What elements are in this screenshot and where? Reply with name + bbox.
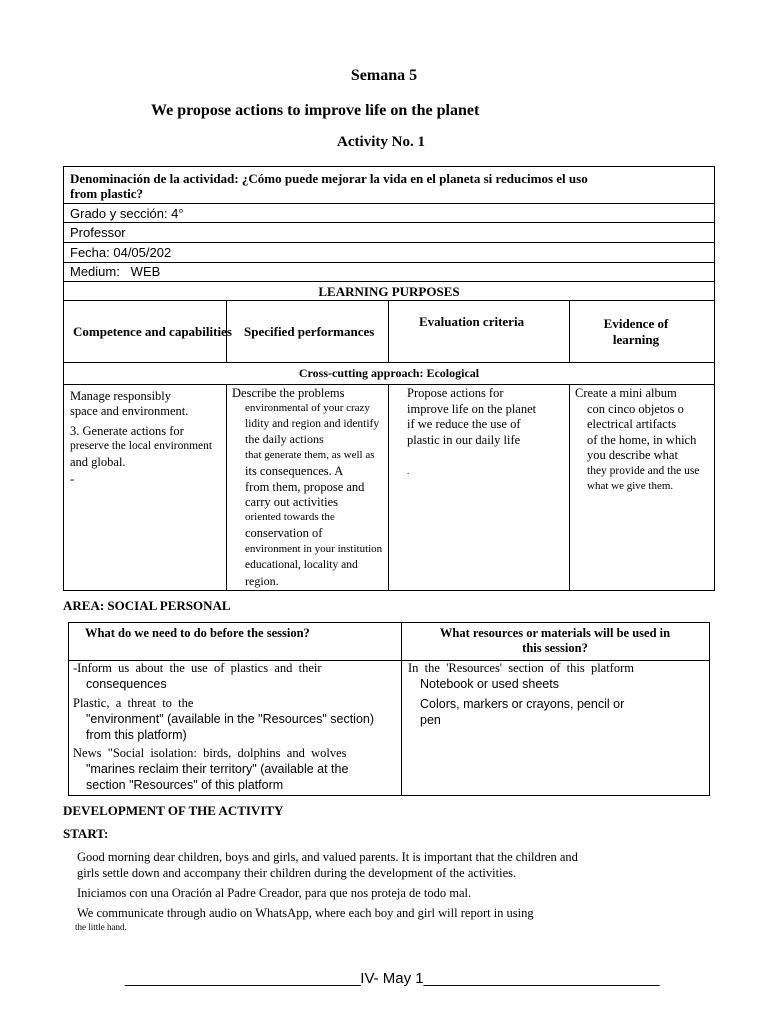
activity-denomination: Denominación de la actividad: ¿Cómo puede mejorar la vida en el planeta si reducimos el uso: [70, 171, 588, 186]
cell-line: .: [407, 466, 410, 476]
criteria-cell: [407, 386, 536, 480]
cell-line: -Inform us about the use of plastics and their: [73, 661, 322, 675]
cell-line: 3. Generate actions for: [70, 424, 184, 438]
cell-line: con cinco objetos o: [587, 402, 684, 416]
list-item-text: Good morning dear children, boys and girls, and valued parents. It is important that the children and: [77, 850, 578, 864]
list-item-text: We communicate through audio on WhatsApp, where each boy and girl will report in using: [77, 906, 534, 920]
cell-line: they provide and the use: [587, 465, 700, 477]
development-item-3: [63, 905, 534, 933]
cell-line: plastic in our daily life: [407, 432, 521, 447]
start-heading: START:: [63, 826, 109, 841]
list-item-line: the little hand.: [75, 922, 127, 932]
evidence-cell: [575, 386, 699, 494]
page-title: We propose actions to improve life on the planet: [151, 102, 480, 119]
cell-line: Create a mini album: [575, 386, 677, 400]
cell-line: what we give them.: [587, 480, 674, 492]
learning-purposes-heading: LEARNING PURPOSES: [318, 284, 460, 299]
cell-line: educational, locality and: [245, 559, 358, 571]
cell-line: from this platform): [86, 728, 187, 742]
cell-line: Plastic, a threat to the: [73, 696, 194, 710]
list-item-text: Iniciamos con una Oración al Padre Creador, para que nos proteja de todo mal.: [77, 886, 472, 900]
cell-line: that generate them, as well as: [245, 449, 375, 461]
activity-number: Activity No. 1: [337, 134, 425, 150]
col-evidence: [575, 316, 697, 348]
cell-line: its consequences. A: [245, 464, 344, 478]
cell-line: of the home, in which: [587, 433, 697, 447]
performances-cell: [232, 386, 382, 589]
col-evaluation-criteria: Evaluation criteria: [419, 314, 525, 329]
cell-line: preserve the local environment: [70, 440, 213, 452]
grade-section: Grado y sección: 4°: [70, 206, 184, 221]
cell-line: Describe the problems: [232, 386, 345, 400]
development-item-2: [63, 885, 471, 901]
bullet-icon: [63, 905, 77, 921]
cell-line: oriented towards the: [245, 511, 335, 523]
cell-line: Propose actions for: [407, 386, 504, 400]
col-evidence-line: learning: [612, 332, 660, 347]
activity-denomination-cont: from plastic?: [70, 186, 144, 201]
cell-line: from them, propose and: [245, 480, 365, 494]
cell-line: carry out activities: [245, 495, 339, 509]
cell-line: News "Social isolation: birds, dolphins and wolves: [73, 746, 347, 760]
footer-rule-left: ______________________________: [125, 970, 361, 987]
cell-line: you describe what: [587, 448, 678, 462]
col-resources-line: this session?: [522, 641, 588, 655]
cell-line: In the 'Resources' section of this platform: [408, 661, 634, 675]
list-item-line: [63, 905, 534, 921]
cell-line: environmental of your crazy: [245, 402, 370, 414]
professor-row: Professor: [70, 225, 126, 240]
cell-line: section "Resources" of this platform: [86, 778, 284, 792]
col-performances: Specified performances: [244, 324, 375, 339]
footer-text: IV- May 1: [360, 970, 424, 987]
col-before-session: What do we need to do before the session?: [85, 626, 310, 640]
list-item-line: [63, 849, 578, 865]
competence-cell: [70, 389, 212, 488]
col-competence: Competence and capabilities: [73, 324, 232, 339]
cell-line: electrical artifacts: [587, 417, 677, 431]
cell-line: -: [70, 472, 75, 486]
cell-line: region.: [245, 574, 279, 588]
cell-line: "marines reclaim their territory" (available at the: [86, 762, 349, 776]
date-row: Fecha: 04/05/202: [70, 245, 172, 260]
list-item-line: [63, 885, 471, 901]
col-resources-line: What resources or materials will be used in: [439, 626, 671, 640]
before-session-cell: [73, 661, 374, 793]
cell-line: and global.: [70, 455, 126, 469]
area-heading: AREA: SOCIAL PERSONAL: [63, 598, 231, 613]
cell-line: Manage responsibly: [70, 389, 172, 403]
week-title: Semana 5: [350, 67, 418, 84]
cell-line: pen: [420, 713, 441, 727]
cell-line: space and environment.: [70, 404, 189, 418]
cell-line: if we reduce the use of: [407, 417, 521, 431]
cell-line: Colors, markers or crayons, pencil or: [420, 697, 625, 711]
resources-cell: [408, 661, 634, 728]
development-item-1: [63, 849, 578, 881]
cell-line: consequences: [86, 677, 167, 691]
cell-line: conservation of: [245, 526, 323, 540]
cell-line: environment in your institution: [245, 543, 383, 555]
cross-cutting-approach: Cross-cutting approach: Ecological: [298, 366, 480, 380]
cell-line: the daily actions: [245, 432, 324, 446]
page-footer: [125, 970, 659, 987]
cell-line: "environment" (available in the "Resources" section): [86, 712, 375, 726]
col-evidence-line: Evidence of: [603, 316, 669, 331]
development-heading: DEVELOPMENT OF THE ACTIVITY: [63, 803, 284, 818]
col-resources: [402, 626, 708, 656]
cell-line: lidity and region and identify: [245, 418, 380, 430]
list-item-line: girls settle down and accompany their children during the development of the activities.: [77, 866, 517, 880]
cell-line: improve life on the planet: [407, 401, 537, 416]
footer-rule-right: ______________________________: [423, 970, 659, 987]
bullet-icon: [63, 849, 77, 865]
medium-row: Medium: WEB: [70, 264, 161, 279]
cell-line: Notebook or used sheets: [420, 677, 559, 691]
bullet-icon: [63, 885, 77, 901]
